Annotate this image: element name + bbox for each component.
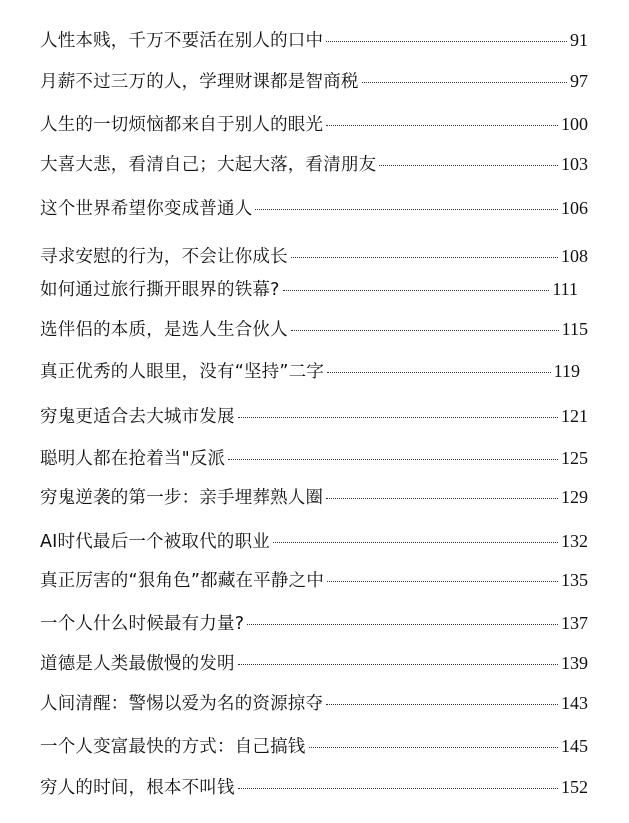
toc-entry-title: 真正厉害的“狠角色”都藏在平静之中 bbox=[40, 571, 325, 591]
dot-leader bbox=[247, 624, 558, 625]
toc-entry[interactable] bbox=[40, 315, 588, 343]
toc-entry[interactable] bbox=[40, 357, 580, 385]
dot-leader bbox=[326, 498, 558, 499]
toc-entry-page: 121 bbox=[561, 406, 588, 426]
dot-leader bbox=[291, 330, 559, 331]
toc-entry-title: 大喜大悲，看清自己；大起大落，看清朋友 bbox=[40, 155, 377, 175]
dot-leader bbox=[238, 417, 558, 418]
dot-leader bbox=[283, 290, 550, 291]
toc-entry-page: 111 bbox=[552, 279, 578, 299]
toc-entry[interactable] bbox=[40, 689, 588, 717]
dot-leader bbox=[326, 41, 567, 42]
toc-entry-page: 139 bbox=[561, 653, 588, 673]
toc-entry-title: 真正优秀的人眼里，没有“坚持”二字 bbox=[40, 362, 325, 382]
dot-leader bbox=[228, 459, 558, 460]
toc-entry-page: 132 bbox=[561, 531, 588, 551]
toc-entry-page: 125 bbox=[561, 448, 588, 468]
toc-entry-page: 129 bbox=[561, 487, 588, 507]
dot-leader bbox=[326, 704, 558, 705]
toc-entry[interactable] bbox=[40, 483, 588, 511]
toc-entry[interactable] bbox=[40, 566, 588, 594]
toc-entry-page: 103 bbox=[561, 154, 588, 174]
toc-entry-page: 143 bbox=[561, 693, 588, 713]
toc-entry-page: 137 bbox=[561, 613, 588, 633]
toc-entry-title: 一个人什么时候最有力量? bbox=[40, 614, 245, 634]
toc-entry-title: 人间清醒：警惕以爱为名的资源掠夺 bbox=[40, 694, 324, 714]
toc-entry-title: 这个世界希望你变成普通人 bbox=[40, 199, 253, 219]
toc-entry[interactable] bbox=[40, 275, 578, 303]
toc-entry[interactable] bbox=[40, 242, 588, 270]
toc-entry-page: 108 bbox=[561, 246, 588, 266]
toc-entry-page: 106 bbox=[561, 198, 588, 218]
dot-leader bbox=[379, 165, 558, 166]
dot-leader bbox=[273, 542, 558, 543]
toc-entry-title: 一个人变富最快的方式：自己搞钱 bbox=[40, 737, 306, 757]
toc-entry-title: 选伴侣的本质，是选人生合伙人 bbox=[40, 320, 288, 340]
toc-entry-title: 道德是人类最傲慢的发明 bbox=[40, 654, 235, 674]
toc-entry-title: AI时代最后一个被取代的职业 bbox=[40, 532, 270, 552]
toc-entry[interactable] bbox=[40, 150, 588, 178]
toc-entry[interactable] bbox=[40, 110, 588, 138]
dot-leader bbox=[291, 257, 558, 258]
toc-entry-title: 如何通过旅行撕开眼界的铁幕? bbox=[40, 280, 280, 300]
toc-entry-page: 135 bbox=[561, 570, 588, 590]
toc-entry[interactable] bbox=[40, 26, 588, 54]
toc-entry-title: 聪明人都在抢着当"反派 bbox=[40, 449, 226, 469]
toc-entry-title: 穷鬼逆袭的第一步：亲手埋葬熟人圈 bbox=[40, 488, 324, 508]
dot-leader bbox=[326, 125, 558, 126]
dot-leader bbox=[238, 788, 558, 789]
toc-entry-page: 115 bbox=[561, 319, 588, 339]
toc-entry-title: 人性本贱，千万不要活在别人的口中 bbox=[40, 31, 324, 51]
toc-entry[interactable] bbox=[40, 773, 588, 801]
dot-leader bbox=[238, 664, 558, 665]
toc-entry-page: 97 bbox=[570, 71, 588, 91]
toc-entry-page: 100 bbox=[561, 114, 588, 134]
toc-entry[interactable] bbox=[40, 402, 588, 430]
toc-entry-page: 145 bbox=[561, 736, 588, 756]
toc-entry[interactable] bbox=[40, 649, 588, 677]
toc-entry-title: 穷人的时间，根本不叫钱 bbox=[40, 778, 235, 798]
toc-entry-title: 月薪不过三万的人，学理财课都是智商税 bbox=[40, 72, 359, 92]
toc-entry-page: 119 bbox=[553, 361, 580, 381]
toc-entry[interactable] bbox=[40, 732, 588, 760]
toc-entry-page: 152 bbox=[561, 777, 588, 797]
dot-leader bbox=[327, 372, 551, 373]
toc-entry[interactable] bbox=[40, 444, 588, 472]
toc-entry[interactable] bbox=[40, 194, 588, 222]
dot-leader bbox=[309, 747, 559, 748]
toc-entry[interactable] bbox=[40, 527, 588, 555]
toc-entry-page: 91 bbox=[570, 30, 588, 50]
dot-leader bbox=[327, 581, 558, 582]
toc-entry[interactable] bbox=[40, 67, 588, 95]
dot-leader bbox=[255, 209, 558, 210]
toc-entry-title: 寻求安慰的行为，不会让你成长 bbox=[40, 247, 288, 267]
toc-entry-title: 穷鬼更适合去大城市发展 bbox=[40, 407, 235, 427]
toc-entry-title: 人生的一切烦恼都来自于别人的眼光 bbox=[40, 115, 324, 135]
toc-entry[interactable] bbox=[40, 609, 588, 637]
dot-leader bbox=[362, 82, 567, 83]
